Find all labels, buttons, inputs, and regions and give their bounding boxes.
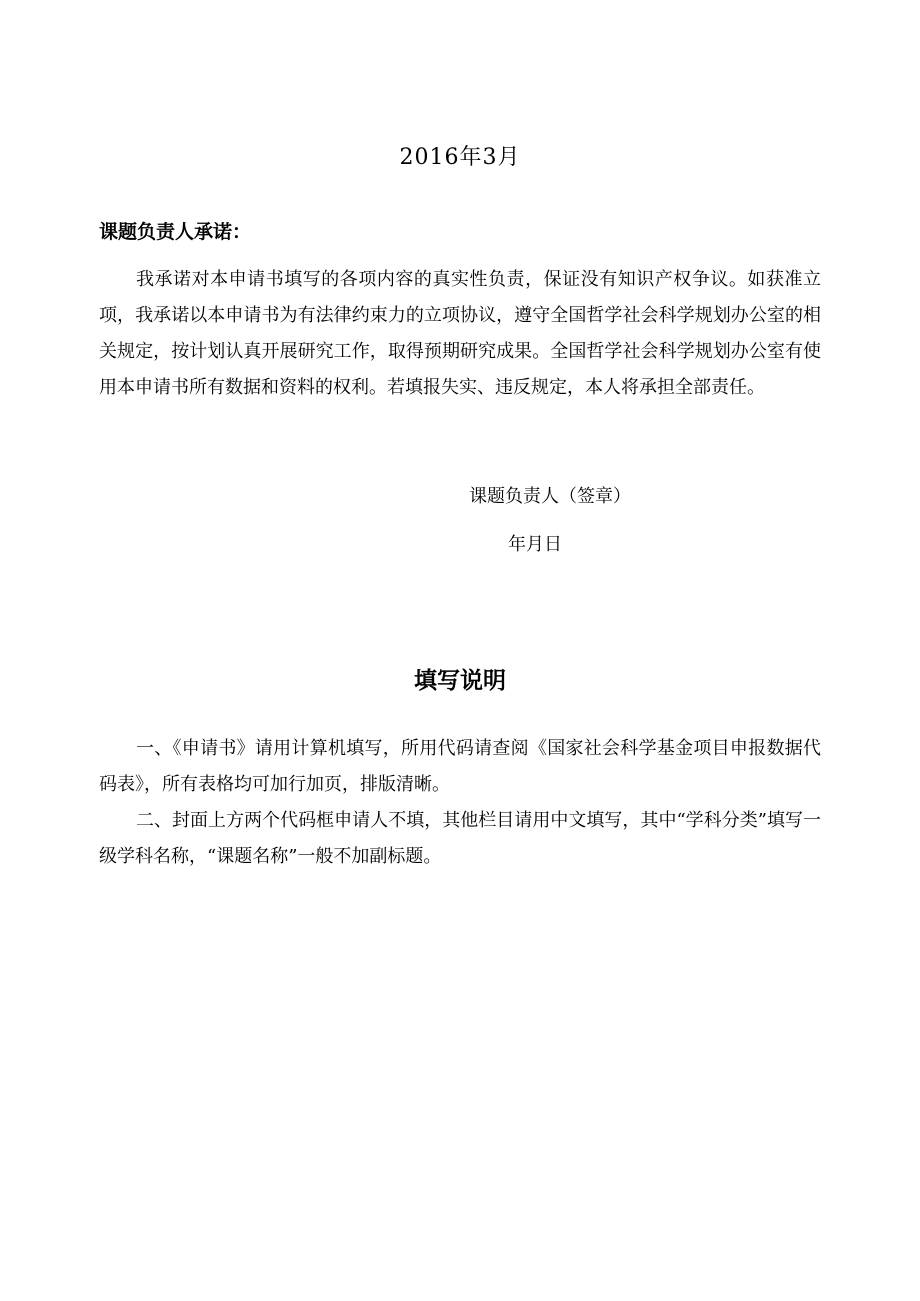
instructions-title: 填写说明 [414, 668, 506, 694]
signature-date-label: 年月日 [508, 534, 562, 555]
pledge-heading: 课题负责人承诺： [99, 221, 252, 243]
date-line: 2016年3月 [399, 145, 521, 170]
instructions-list [99, 731, 821, 875]
signature-label: 课题负责人（签章） [469, 486, 631, 507]
instruction-item: 一、《申请书》请用计算机填写，所用代码请查阅《国家社会科学基金项目申报数据代码表》，所有表格均可加行加页，排版清晰。 [99, 738, 821, 795]
pledge-body: 我承诺对本申请书填写的各项内容的真实性负责，保证没有知识产权争议。如获准立项，我承诺以本申请书为有法律约束力的立项协议，遵守全国哲学社会科学规划办公室的相关规定，按计划认真开展研究工作，取得预期研究成果。全国哲学社会科学规划办公室有使用本申请书所有数据和资料的权利。若填报失实、违反规定，本人将承担全部责任。 [99, 269, 821, 398]
instruction-item: 二、封面上方两个代码框申请人不填，其他栏目请用中文填写，其中“学科分类”填写一级学科名称，“课题名称”一般不加副标题。 [99, 810, 821, 867]
